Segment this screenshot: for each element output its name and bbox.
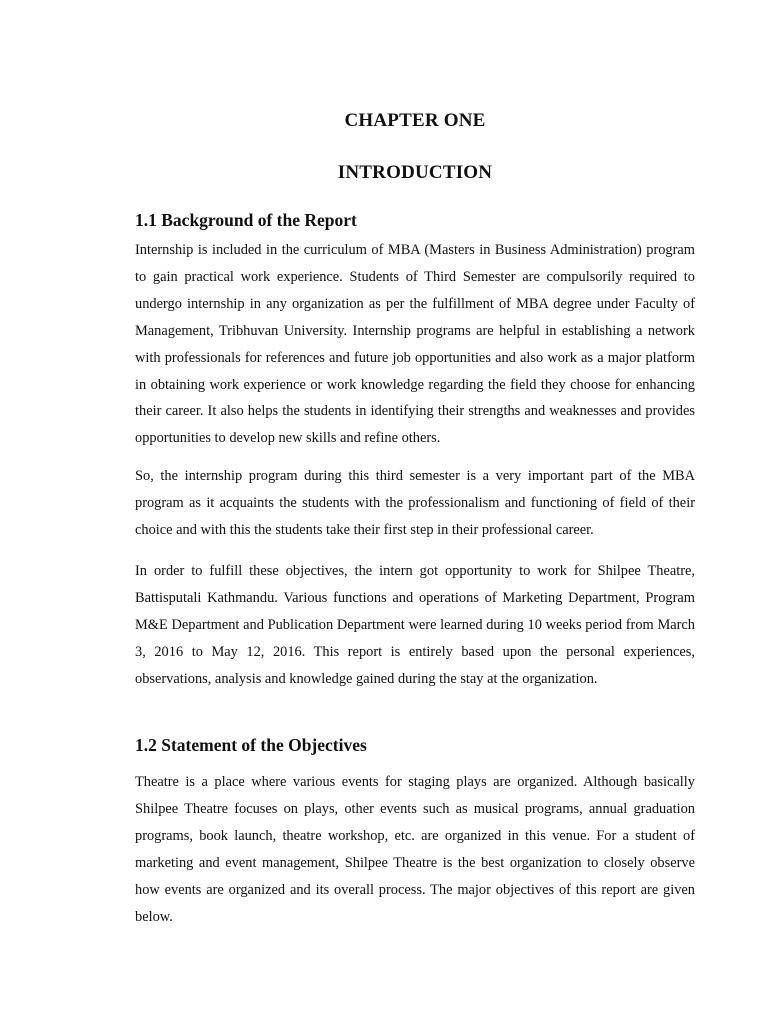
section-heading-background: 1.1 Background of the Report [135, 210, 357, 230]
paragraph-background-3: In order to fulfill these objectives, the intern got opportunity to work for Shilpee Theatre, Battisputali Kathmandu. Various functions and operations of Marketing Department, Program M&E Department and Publication Department were learned during 10 weeks period from March 3, 2016 to May 12, 2016. This report is entirely based upon the personal experiences, observations, analysis and knowledge gained during the stay at the organization. [135, 563, 695, 687]
section-heading-objectives: 1.2 Statement of the Objectives [135, 735, 367, 755]
chapter-title: CHAPTER ONE [344, 110, 486, 131]
paragraph-background-2: So, the internship program during this third semester is a very important part of the MBA program as it acquaints the students with the professionalism and functioning of field of their choice and with this the students take their first step in their professional career. [135, 468, 695, 538]
paragraph-objectives-1: Theatre is a place where various events for staging plays are organized. Although basically Shilpee Theatre focuses on plays, other events such as musical programs, annual graduation programs, book launch, theatre workshop, etc. are organized in this venue. For a student of marketing and event management, Shilpee Theatre is the best organization to closely observe how events are organized and its overall process. The major objectives of this report are given below. [135, 774, 695, 925]
paragraph-background-1: Internship is included in the curriculum of MBA (Masters in Business Administration) program to gain practical work experience. Students of Third Semester are compulsorily required to undergo internship in any organization as per the fulfillment of MBA degree under Faculty of Management, Tribhuvan University. Internship programs are helpful in establishing a network with professionals for references and future job opportunities and also work as a major platform in obtaining work experience or work knowledge regarding the field they choose for enhancing their career. It also helps the students in identifying their strengths and weaknesses and provides opportunities to develop new skills and refine others. [135, 242, 695, 447]
page-title: INTRODUCTION [337, 162, 493, 183]
